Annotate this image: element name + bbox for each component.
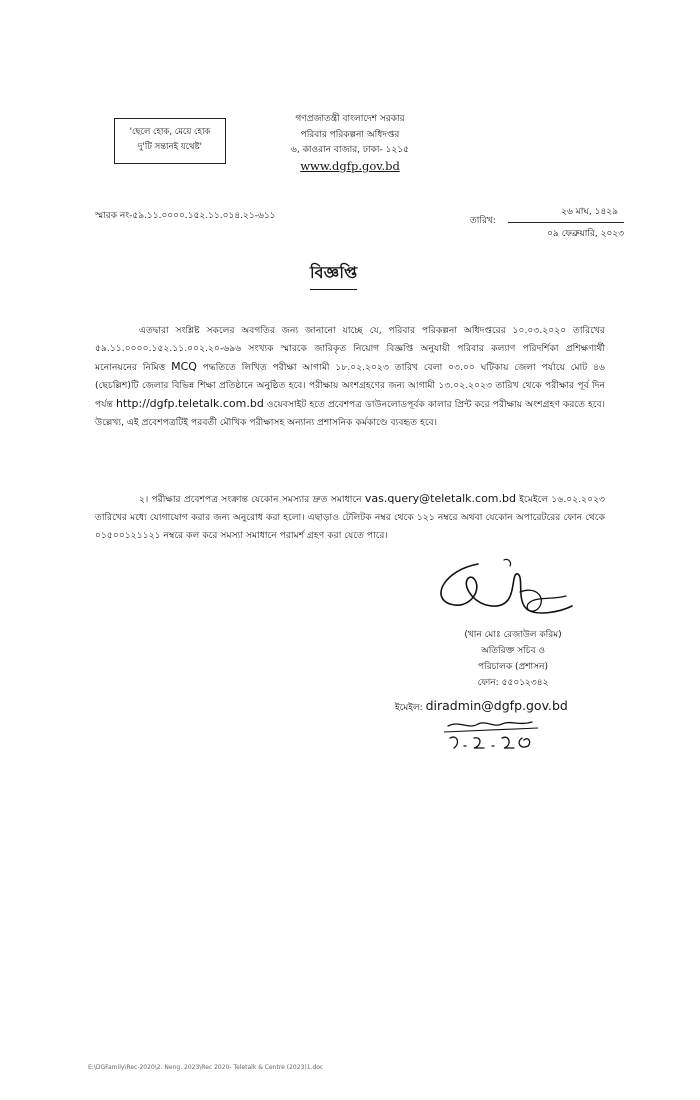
signatory-email-label: ইমেইল:	[395, 703, 423, 713]
signatory-email-row	[395, 698, 568, 715]
slogan-line-1: 'ছেলে হোক, মেয়ে হোক	[129, 127, 211, 137]
office-name: পরিবার পরিকল্পনা অধিদপ্তর	[300, 129, 400, 140]
memo-number	[95, 208, 276, 223]
support-email-link[interactable]: vas.query@teletalk.com.bd	[364, 492, 516, 505]
para2-text-2: ইমেইলে ১৬.০২.২০২৩ তারিখের মধ্যে যোগাযোগ করার জন্য অনুরোধ করা হলো। এছাড়াও টেলিটক নম্বর থেকে ১২১ নম্বরে অথবা যেকোন অপারেটরের ফোন থেকে ০১৫০০১২১১২১ নম্বরে কল করে সমস্যা সমাধানে পরামর্শ গ্রহণ করা যেতে পারে।	[95, 494, 606, 541]
government-name: গণপ্রজাতন্ত্রী বাংলাদেশ সরকার	[295, 114, 405, 124]
signature-image	[420, 552, 580, 632]
signatory-email[interactable]: diradmin@dgfp.gov.bd	[425, 698, 568, 713]
paragraph-2	[95, 490, 605, 545]
signatory-name: (খান মোঃ রেজাউল করিম)	[464, 630, 562, 640]
footer-file-path: E:\DGFamily\Rec-2020\2. Neng. 2023\Rec 2020- Teletalk & Centre (2023)1.doc	[88, 1064, 324, 1071]
signatory-phone: ফোন: ৫৫০১২৩৪২	[477, 678, 549, 688]
signatory-block	[448, 627, 578, 691]
admit-card-url[interactable]: http://dgfp.teletalk.com.bd	[115, 397, 264, 410]
para2-text-1: ২। পরীক্ষার প্রবেশপত্র সংক্রান্ত যেকোন সমস্যার দ্রুত সমাধানে	[139, 494, 362, 505]
date-gregorian: ০৯ ফেব্রুয়ারি, ২০২৩	[547, 229, 624, 239]
memo-value: ৫৯.১১.০০০০.১৫২.১১.০১৪.২১-৬১১	[132, 211, 276, 221]
office-address: ৬, কাওরান বাজার, ঢাকা- ১২১৫	[291, 145, 409, 155]
initial-scribble-image	[440, 718, 550, 754]
slogan-box	[114, 118, 226, 164]
signatory-designation-1: অতিরিক্ত সচিব ও	[480, 646, 546, 656]
slogan-line-2: দু'টি সন্তানই যথেষ্ট'	[138, 142, 202, 152]
paragraph-1	[95, 322, 605, 432]
signatory-designation-2: পরিচালক (প্রশাসন)	[478, 662, 548, 672]
para1-text-2: পদ্ধতিতে লিখিত পরীক্ষা আগামী ১৮.০২.২০২৩ তারিখ বেলা ০৩.০০ ঘটিকায় জেলা পর্যায়ে মোট ৪৬ (ছেচল্লিশ)টি জেলার বিভিন্ন শিক্ষা প্রতিষ্ঠানে অনুষ্ঠিত হবে। পরীক্ষায় অংশগ্রহণের জন্য আগামী ১৩.০২.২০২৩ তারিখ থেকে পরীক্ষার পূর্ব দিন পর্যন্ত	[95, 362, 606, 410]
para1-text-1: এতদ্বারা সংশ্লিষ্ট সকলের অবগতির জন্য জানানো যাচ্ছে যে, পরিবার পরিকল্পনা অধিদপ্তরের ১০.০৩.২০২০ তারিখের ৫৯.১১.০০০০.১৫২.১১.০০২.২০-৬৯৬ সংখ্যক স্মারকে জারিকৃত নিয়োগ বিজ্ঞপ্তি অনুযায়ী পরিবার কল্যাণ পরিদর্শিকা প্রশিক্ষণার্থী মনোনয়নের নিমিত্ত	[95, 325, 605, 373]
notice-title: বিজ্ঞপ্তি	[310, 260, 357, 290]
date-bengali: ২৬ মাঘ, ১৪২৯	[508, 204, 624, 223]
date-label: তারিখ:	[470, 216, 496, 226]
memo-label: স্মারক নং-	[95, 211, 133, 221]
website-link[interactable]: www.dgfp.gov.bd	[300, 158, 400, 173]
mcq-term: MCQ	[171, 360, 197, 373]
para1-text-3: ওয়েবসাইট হতে প্রবেশপত্র ডাউনলোডপূর্বক কালার প্রিন্ট করে পরীক্ষায় অংশগ্রহণ করতে হবে। উল্লেখ্য, এই প্রবেশপত্রটিই পরবর্তী মৌখিক পরীক্ষাসহ অন্যান্য প্রশাসনিক কর্মকাণ্ডে ব্যবহৃত হবে।	[95, 399, 606, 428]
letterhead	[230, 112, 470, 174]
